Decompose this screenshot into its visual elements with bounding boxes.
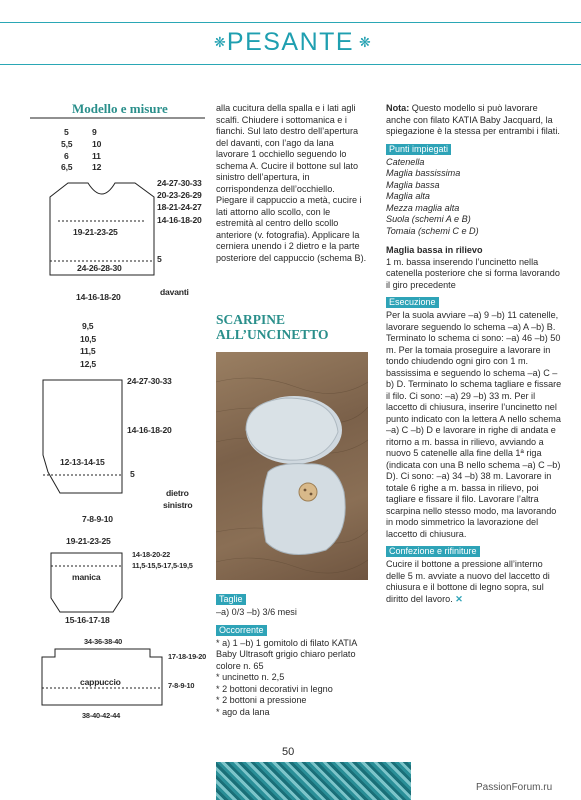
back-label: dietro — [166, 488, 189, 498]
flower-icon: ❋ — [214, 34, 226, 50]
flower-icon: ❋ — [359, 34, 371, 50]
nota-label: Nota: — [386, 103, 410, 113]
watermark: PassionForum.ru — [476, 782, 553, 793]
back-measure: 7-8-9-10 — [82, 514, 113, 524]
right-column — [386, 103, 562, 605]
page-number: 50 — [282, 746, 295, 758]
booties-photo — [216, 352, 368, 580]
hood-measure: 17-18-19-20 — [168, 652, 207, 661]
esecuzione-heading: Esecuzione — [386, 297, 439, 308]
sleeve-label: manica — [72, 572, 101, 582]
list-item: * a) 1 –b) 1 gomitolo di filato KATIA Baby Ultrasoft grigio chiaro perlato colore n. 65 — [216, 637, 357, 671]
back-measure: 14-16-18-20 — [127, 425, 172, 435]
end-mark-icon: ✕ — [455, 593, 463, 604]
front-measure: 19-21-23-25 — [73, 227, 118, 237]
size-label: 9 — [92, 127, 97, 137]
occorrente-heading: Occorrente — [216, 625, 267, 636]
nota-paragraph — [386, 103, 562, 138]
materials-column — [216, 590, 376, 718]
size-label: 6 — [64, 151, 69, 161]
front-measure: 5 — [157, 254, 162, 264]
hood-label: cappuccio — [80, 677, 121, 687]
scarpine-title: SCARPINE ALL’UNCINETTO — [216, 312, 329, 342]
mb-text: 1 m. bassa inserendo l’uncinetto nella catenella posteriore che si forma lavorando il giro precedente — [386, 256, 560, 290]
front-measure: 24-27-30-33 — [157, 178, 202, 188]
front-label: davanti — [160, 287, 189, 297]
list-item: Catenella — [386, 156, 425, 167]
list-item: Maglia bassissima — [386, 168, 461, 178]
nota-text: Questo modello si può lavorare anche con filato KATIA Baby Jacquard, la spiegazione è la stessa per entrambi i filati. — [386, 103, 560, 136]
hood-measure: 38-40-42-44 — [82, 711, 121, 720]
front-measure: 20-23-26-29 — [157, 190, 202, 200]
front-measure: 18-21-24-27 — [157, 202, 202, 212]
taglie-heading: Taglie — [216, 594, 246, 605]
list-item: * 2 bottoni a pressione — [216, 695, 307, 705]
sleeve-measure: 19-21-23-25 — [66, 536, 111, 546]
confezione-heading: Confezione e rifiniture — [386, 546, 480, 557]
list-item: * ago da lana — [216, 706, 270, 717]
mb-title: Maglia bassa in rilievo — [386, 245, 483, 255]
list-item: Suola (schemi A e B) — [386, 214, 471, 224]
assembly-text: alla cucitura della spalla e i lati agli scalfi. Chiudere i sottomanica e i fianchi. Sul lato destro dell’apertura del davanti, con l’ago da lana lavorare 1 occhiello seguendo lo schema A. Cucire il bottone sul lato sinistro dell’apertura, in corrispondenza dell’occhiello. Piegare il cappuccio a metà, cucire i lati attorno allo scollo, con le estremità al centro dello scollo anteriore (v. fotografia). Applicare la cerniera unendo i 2 dietro e la parte posteriore del cappuccio (schema B). — [216, 103, 367, 263]
size-label: 5 — [64, 127, 69, 137]
page-title: PESANTE — [226, 28, 355, 56]
sleeve-measure: 11,5-15,5-17,5-19,5 — [132, 561, 193, 570]
sleeve-measure: 15-16-17-18 — [65, 615, 110, 625]
back-measure: 12,5 — [80, 359, 96, 369]
taglie-text: –a) 0/3 –b) 3/6 mesi — [216, 607, 297, 617]
size-label: 11 — [92, 151, 101, 161]
back-measure: 11,5 — [80, 346, 96, 356]
size-label: 12 — [92, 162, 102, 172]
middle-column — [216, 103, 368, 264]
hood-measure: 7-8-9-10 — [168, 681, 195, 690]
front-measure: 24-26-28-30 — [77, 263, 122, 273]
front-measure: 14-16-18-20 — [76, 292, 121, 302]
confezione-body: Cucire il bottone a pressione all’interno delle 5 m. avviate a nuovo del laccetto di chiusura e il bottone di legno sopra, sul diritto del lavoro. — [386, 559, 550, 604]
list-item: * uncinetto n. 2,5 — [216, 672, 285, 682]
front-measure: 14-16-18-20 — [157, 215, 202, 225]
back-measure: 9,5 — [82, 321, 94, 331]
size-label: 5,5 — [61, 139, 73, 149]
list-item: Maglia alta — [386, 191, 430, 201]
sleeve-measure: 14-18-20-22 — [132, 550, 171, 559]
size-label: 10 — [92, 139, 102, 149]
esecuzione-text: Per la suola avviare –a) 9 –b) 11 catenelle, lavorare seguendo lo schema –a) A –b) B. Terminato lo schema ci sono: –a) 46 –b) 50 m. Per la tomaia proseguire a lavorare in tondo chiudendo ogni giro con 1 m. bassissima e seguendo lo schema –a) C –b) D. Terminato lo schema tagliare e fissare il filo. Ci sono: –a) 29 –b) 33 m. Per il laccetto di chiusura, inserire l’uncinetto nel punto indicato con la lettera A nello schema –a) C –b) D e lavorare in righe di andata e ritorno a m. bassa in rilievo, avviando a nuovo 5 catenelle alla fine della 1ª riga (indicata con una B nello schema –a) C –b) D). Ci sono: –a) 34 –b) 38 m. Lavorare in totale 6 righe a m. bassa in rilievo, poi tagliare e fissare il filo. Lavorare l’altra scarpina nello stesso modo, ma lavorando in modo simmetrico la lavorazione del laccetto di chiusura. — [386, 310, 562, 539]
back-measure: 24-27-30-33 — [127, 376, 172, 386]
list-item: * 2 bottoni decorativi in legno — [216, 683, 333, 694]
back-measure: 12-13-14-15 — [60, 457, 105, 467]
back-label: sinistro — [163, 500, 193, 510]
back-measure: 5 — [130, 469, 135, 479]
list-item: Mezza maglia alta — [386, 202, 460, 213]
list-item: Maglia bassa — [386, 179, 440, 190]
size-label: 6,5 — [61, 162, 73, 172]
punti-heading: Punti impiegati — [386, 144, 451, 155]
booties-illustration — [216, 352, 368, 580]
footer-pattern — [216, 762, 411, 800]
section-title-modello: Modello e misure — [72, 101, 168, 116]
hood-measure: 34-36-38-40 — [84, 637, 123, 646]
confezione-text — [386, 559, 562, 605]
back-measure: 10,5 — [80, 334, 96, 344]
list-item: Tomaia (schemi C e D) — [386, 225, 479, 236]
